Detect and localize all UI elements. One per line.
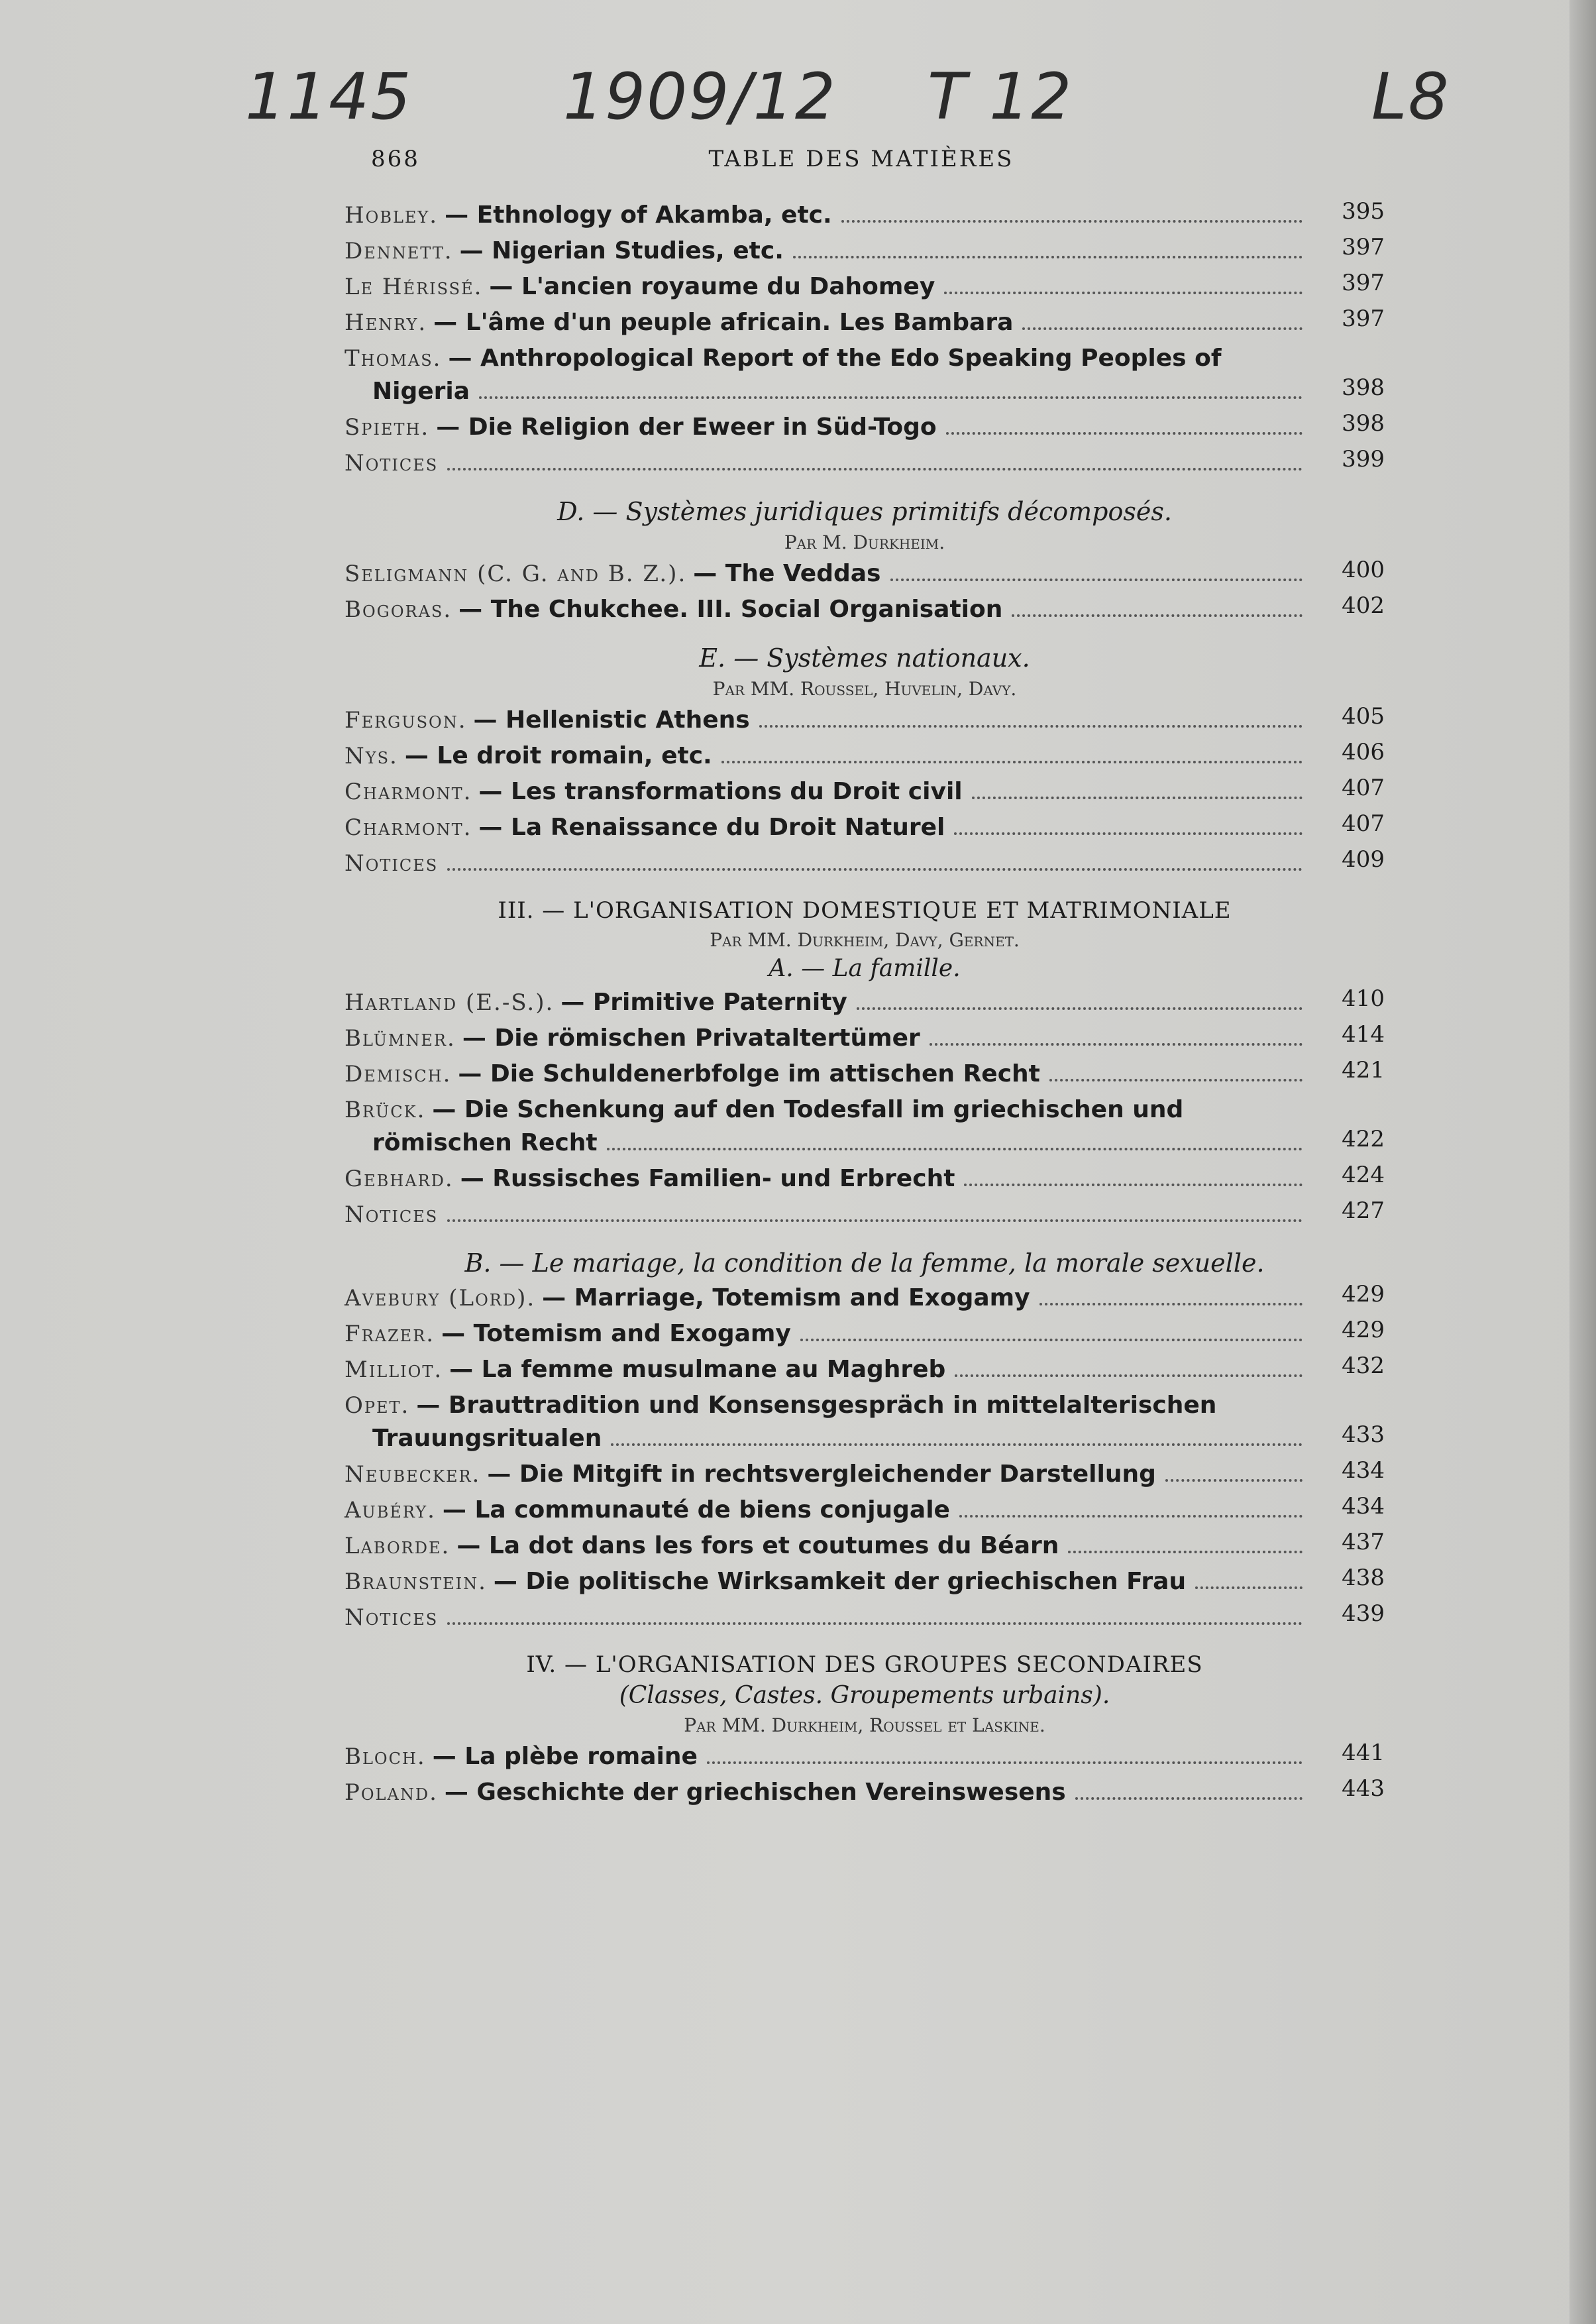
entry-author: Opet. [345, 1392, 410, 1419]
toc-entry [345, 1740, 1385, 1773]
entry-author: Charmont. [345, 779, 472, 805]
entry-page-number: 399 [1342, 446, 1385, 472]
toc-entry [345, 199, 1385, 232]
toc-entry [345, 1565, 1385, 1598]
entry-title: — Die Schenkung auf den Todesfall im griechischen und [432, 1096, 1184, 1123]
dot-leader [447, 468, 1303, 470]
entry-author: Le Hérissé. [345, 274, 483, 300]
entry-line [345, 847, 1312, 880]
entry-line [345, 1458, 1312, 1491]
entry-author: Thomas. [345, 345, 442, 372]
toc-entry [345, 704, 1385, 737]
entry-author: Seligmann (C. G. and B. Z.). [345, 561, 687, 587]
section-title: E. — Systèmes nationaux. [699, 643, 1030, 673]
entry-line [345, 411, 1312, 444]
entry-line [345, 1529, 1312, 1563]
entry-author: Ferguson. [345, 707, 467, 734]
toc-entry [345, 1162, 1385, 1195]
notices-entry [345, 1601, 1385, 1634]
entry-page-number: 437 [1342, 1529, 1385, 1555]
entry-author: Aubéry. [345, 1497, 436, 1523]
handwritten-note: 1145 [245, 60, 413, 134]
entry-author: Braunstein. [345, 1569, 487, 1595]
dot-leader [1068, 1551, 1303, 1553]
entry-line [345, 1389, 1312, 1422]
dot-leader [607, 1148, 1303, 1150]
toc-entry [345, 775, 1385, 808]
entry-line [345, 342, 1312, 375]
entry-author: Hobley. [345, 202, 439, 229]
entry-page-number: 429 [1342, 1281, 1385, 1307]
notices-label: Notices [345, 850, 439, 877]
entry-line [345, 1776, 1312, 1809]
entry-page-number: 397 [1342, 234, 1385, 260]
dot-leader [800, 1339, 1303, 1341]
entry-line [345, 235, 1312, 268]
entry-title: — Die politische Wirksamkeit der griechischen Frau [493, 1568, 1187, 1595]
toc-entry [345, 986, 1385, 1019]
chapter-title: III. — L'ORGANISATION DOMESTIQUE ET MATRIMONIALE [498, 897, 1232, 924]
section-authors: Par MM. Roussel, Huvelin, Davy. [712, 678, 1017, 700]
entry-title: — The Veddas [693, 560, 881, 587]
toc-entry [345, 1022, 1385, 1055]
entry-page-number: 422 [1342, 1126, 1385, 1152]
entry-line [345, 375, 1312, 408]
toc-entry [345, 593, 1385, 626]
entry-author: Bogoras. [345, 596, 452, 623]
page-number: 868 [371, 146, 420, 172]
entry-line [345, 1740, 1312, 1773]
entry-page-number: 397 [1342, 305, 1385, 332]
entry-page-number: 410 [1342, 985, 1385, 1012]
section-heading [345, 497, 1385, 553]
toc-entry [345, 1494, 1385, 1527]
entry-page-number: 405 [1342, 703, 1385, 730]
dot-leader [1039, 1303, 1303, 1305]
dot-leader [944, 292, 1303, 294]
dot-leader [930, 1043, 1303, 1046]
entry-author: Blümner. [345, 1025, 456, 1052]
dot-leader [841, 220, 1303, 223]
entry-author: Avebury (Lord). [345, 1285, 536, 1311]
entry-author: Laborde. [345, 1533, 451, 1559]
chapter-authors: Par MM. Durkheim, Davy, Gernet. [710, 929, 1020, 951]
entry-page-number: 406 [1342, 739, 1385, 765]
page-edge [1569, 0, 1596, 2324]
entry-title: — Brauttradition und Konsensgespräch in mittelalterischen [416, 1392, 1217, 1419]
toc-entry [345, 1458, 1385, 1491]
dot-leader [793, 256, 1303, 258]
toc-entry [345, 306, 1385, 339]
entry-author: Charmont. [345, 814, 472, 841]
entry-line [345, 1093, 1312, 1127]
entry-page-number: 434 [1342, 1457, 1385, 1484]
entry-line [345, 704, 1312, 737]
entry-title: — Totemism and Exogamy [441, 1320, 791, 1347]
toc-entry [345, 1058, 1385, 1091]
entry-line [345, 1422, 1312, 1455]
dot-leader [479, 396, 1303, 399]
entry-title-continued: Trauungsritualen [372, 1425, 602, 1452]
entry-line [345, 1022, 1312, 1055]
entry-title: — L'âme d'un peuple africain. Les Bambara [433, 309, 1014, 336]
toc-entry [345, 1093, 1385, 1160]
dot-leader [964, 1184, 1303, 1186]
toc-entry [345, 811, 1385, 844]
entry-author: Spieth. [345, 414, 430, 441]
entry-page-number: 397 [1342, 270, 1385, 296]
entry-page-number: 441 [1342, 1740, 1385, 1766]
entry-title: — Ethnology of Akamba, etc. [445, 201, 832, 229]
entry-title: — Die Religion der Eweer in Süd-Togo [436, 414, 937, 441]
notices-entry [345, 847, 1385, 880]
entry-line [345, 1601, 1312, 1634]
entry-line [345, 593, 1312, 626]
entry-page-number: 409 [1342, 846, 1385, 873]
toc-entry [345, 1776, 1385, 1809]
entry-page-number: 398 [1342, 410, 1385, 437]
dot-leader [1075, 1797, 1303, 1800]
toc-entry [345, 235, 1385, 268]
entry-line [345, 557, 1312, 590]
handwritten-note: T 12 [928, 60, 1073, 134]
entry-title: — La plèbe romaine [432, 1743, 698, 1770]
dot-leader [721, 761, 1303, 763]
chapter-authors: Par MM. Durkheim, Roussel et Laskine. [684, 1714, 1045, 1736]
toc-entry [345, 1389, 1385, 1455]
chapter-heading [345, 897, 1385, 982]
entry-line [345, 1494, 1312, 1527]
dot-leader [959, 1515, 1303, 1518]
entry-line [345, 270, 1312, 304]
section-title: B. — Le mariage, la condition de la femme, la morale sexuelle. [464, 1248, 1265, 1278]
table-of-contents [345, 199, 1385, 1812]
page-title: TABLE DES MATIÈRES [708, 146, 1014, 172]
toc-entry [345, 270, 1385, 304]
entry-line [345, 447, 1312, 480]
entry-title: — Les transformations du Droit civil [478, 778, 963, 805]
dot-leader [707, 1761, 1303, 1764]
entry-line [345, 775, 1312, 808]
entry-page-number: 438 [1342, 1565, 1385, 1591]
dot-leader [447, 1622, 1303, 1625]
entry-author: Henry. [345, 309, 427, 336]
entry-line [345, 811, 1312, 844]
entry-title: — Primitive Paternity [560, 989, 847, 1016]
entry-title: — Nigerian Studies, etc. [459, 237, 784, 264]
entry-line [345, 1198, 1312, 1231]
entry-title: — L'ancien royaume du Dahomey [489, 273, 935, 300]
handwritten-note: 1909/12 [563, 60, 837, 134]
dot-leader [447, 868, 1303, 871]
entry-title: — La dot dans les fors et coutumes du Béarn [456, 1532, 1059, 1559]
chapter-heading [345, 1651, 1385, 1736]
entry-line [345, 1317, 1312, 1351]
dot-leader [1049, 1079, 1303, 1081]
entry-title: — Die römischen Privataltertümer [462, 1024, 920, 1052]
entry-line [345, 199, 1312, 232]
toc-entry [345, 342, 1385, 408]
entry-author: Demisch. [345, 1061, 452, 1087]
entry-title: — Russisches Familien- und Erbrecht [460, 1165, 955, 1192]
notices-label: Notices [345, 1604, 439, 1631]
notices-label: Notices [345, 1201, 439, 1228]
entry-title-continued: römischen Recht [372, 1129, 598, 1156]
dot-leader [447, 1219, 1303, 1222]
entry-title: — Die Mitgift in rechtsvergleichender Darstellung [487, 1461, 1156, 1488]
dot-leader [857, 1007, 1303, 1010]
entry-page-number: 424 [1342, 1162, 1385, 1188]
entry-title: — Anthropological Report of the Edo Speaking Peoples of [448, 345, 1222, 372]
dot-leader [1022, 327, 1303, 330]
dot-leader [759, 725, 1303, 728]
entry-title: — La Renaissance du Droit Naturel [478, 814, 945, 841]
entry-author: Nys. [345, 743, 398, 769]
entry-line [345, 1058, 1312, 1091]
toc-entry [345, 1317, 1385, 1351]
dot-leader [611, 1443, 1303, 1446]
section-heading [345, 643, 1385, 700]
entry-line [345, 1127, 1312, 1160]
entry-line [345, 1162, 1312, 1195]
entry-page-number: 427 [1342, 1197, 1385, 1224]
entry-page-number: 407 [1342, 810, 1385, 837]
dot-leader [955, 1374, 1303, 1377]
entry-line [345, 1282, 1312, 1315]
entry-title: — La femme musulmane au Maghreb [449, 1356, 946, 1383]
toc-entry [345, 740, 1385, 773]
entry-page-number: 402 [1342, 592, 1385, 619]
toc-entry [345, 557, 1385, 590]
entry-author: Neubecker. [345, 1461, 481, 1488]
dot-leader [954, 832, 1303, 835]
notices-label: Notices [345, 450, 439, 476]
entry-title: — The Chukchee. III. Social Organisation [458, 596, 1003, 623]
entry-page-number: 439 [1342, 1600, 1385, 1627]
toc-entry [345, 411, 1385, 444]
entry-title: — Die Schuldenerbfolge im attischen Recht [458, 1060, 1040, 1087]
entry-author: Brück. [345, 1097, 426, 1123]
section-heading [345, 1248, 1385, 1278]
entry-line [345, 740, 1312, 773]
toc-entry [345, 1353, 1385, 1386]
section-title: D. — Systèmes juridiques primitifs décomposés. [557, 497, 1172, 526]
entry-page-number: 407 [1342, 775, 1385, 801]
handwritten-note: L8 [1371, 60, 1450, 134]
entry-title: — Geschichte der griechischen Vereinswesens [444, 1779, 1066, 1806]
entry-author: Milliot. [345, 1356, 443, 1383]
notices-entry [345, 1198, 1385, 1231]
entry-page-number: 434 [1342, 1493, 1385, 1520]
dot-leader [1195, 1586, 1303, 1589]
entry-author: Gebhard. [345, 1166, 454, 1192]
notices-entry [345, 447, 1385, 480]
entry-page-number: 443 [1342, 1775, 1385, 1802]
dot-leader [1012, 614, 1303, 617]
entry-line [345, 1353, 1312, 1386]
chapter-subtitle: (Classes, Castes. Groupements urbains). [619, 1682, 1110, 1709]
entry-page-number: 429 [1342, 1317, 1385, 1343]
toc-entry [345, 1282, 1385, 1315]
entry-title-continued: Nigeria [372, 378, 470, 405]
entry-page-number: 398 [1342, 374, 1385, 401]
entry-page-number: 432 [1342, 1353, 1385, 1379]
chapter-title: IV. — L'ORGANISATION DES GROUPES SECONDAIRES [526, 1651, 1203, 1678]
entry-author: Poland. [345, 1779, 438, 1806]
entry-author: Bloch. [345, 1743, 426, 1770]
dot-leader [890, 579, 1303, 581]
entry-page-number: 421 [1342, 1057, 1385, 1083]
toc-entry [345, 1529, 1385, 1563]
dot-leader [1165, 1479, 1303, 1482]
entry-line [345, 306, 1312, 339]
entry-title: — La communauté de biens conjugale [442, 1496, 950, 1523]
section-authors: Par M. Durkheim. [784, 531, 945, 553]
entry-page-number: 414 [1342, 1021, 1385, 1048]
dot-leader [946, 432, 1303, 435]
entry-page-number: 395 [1342, 198, 1385, 225]
entry-title: — Marriage, Totemism and Exogamy [542, 1284, 1030, 1311]
entry-page-number: 433 [1342, 1421, 1385, 1448]
entry-line [345, 986, 1312, 1019]
entry-title: — Le droit romain, etc. [404, 742, 712, 769]
entry-author: Dennett. [345, 238, 453, 264]
dot-leader [972, 797, 1303, 799]
entry-line [345, 1565, 1312, 1598]
entry-page-number: 400 [1342, 557, 1385, 583]
entry-title: — Hellenistic Athens [473, 706, 750, 734]
entry-author: Hartland (E.-S.). [345, 989, 555, 1016]
entry-author: Frazer. [345, 1321, 435, 1347]
chapter-subtitle: A. — La famille. [769, 955, 961, 982]
